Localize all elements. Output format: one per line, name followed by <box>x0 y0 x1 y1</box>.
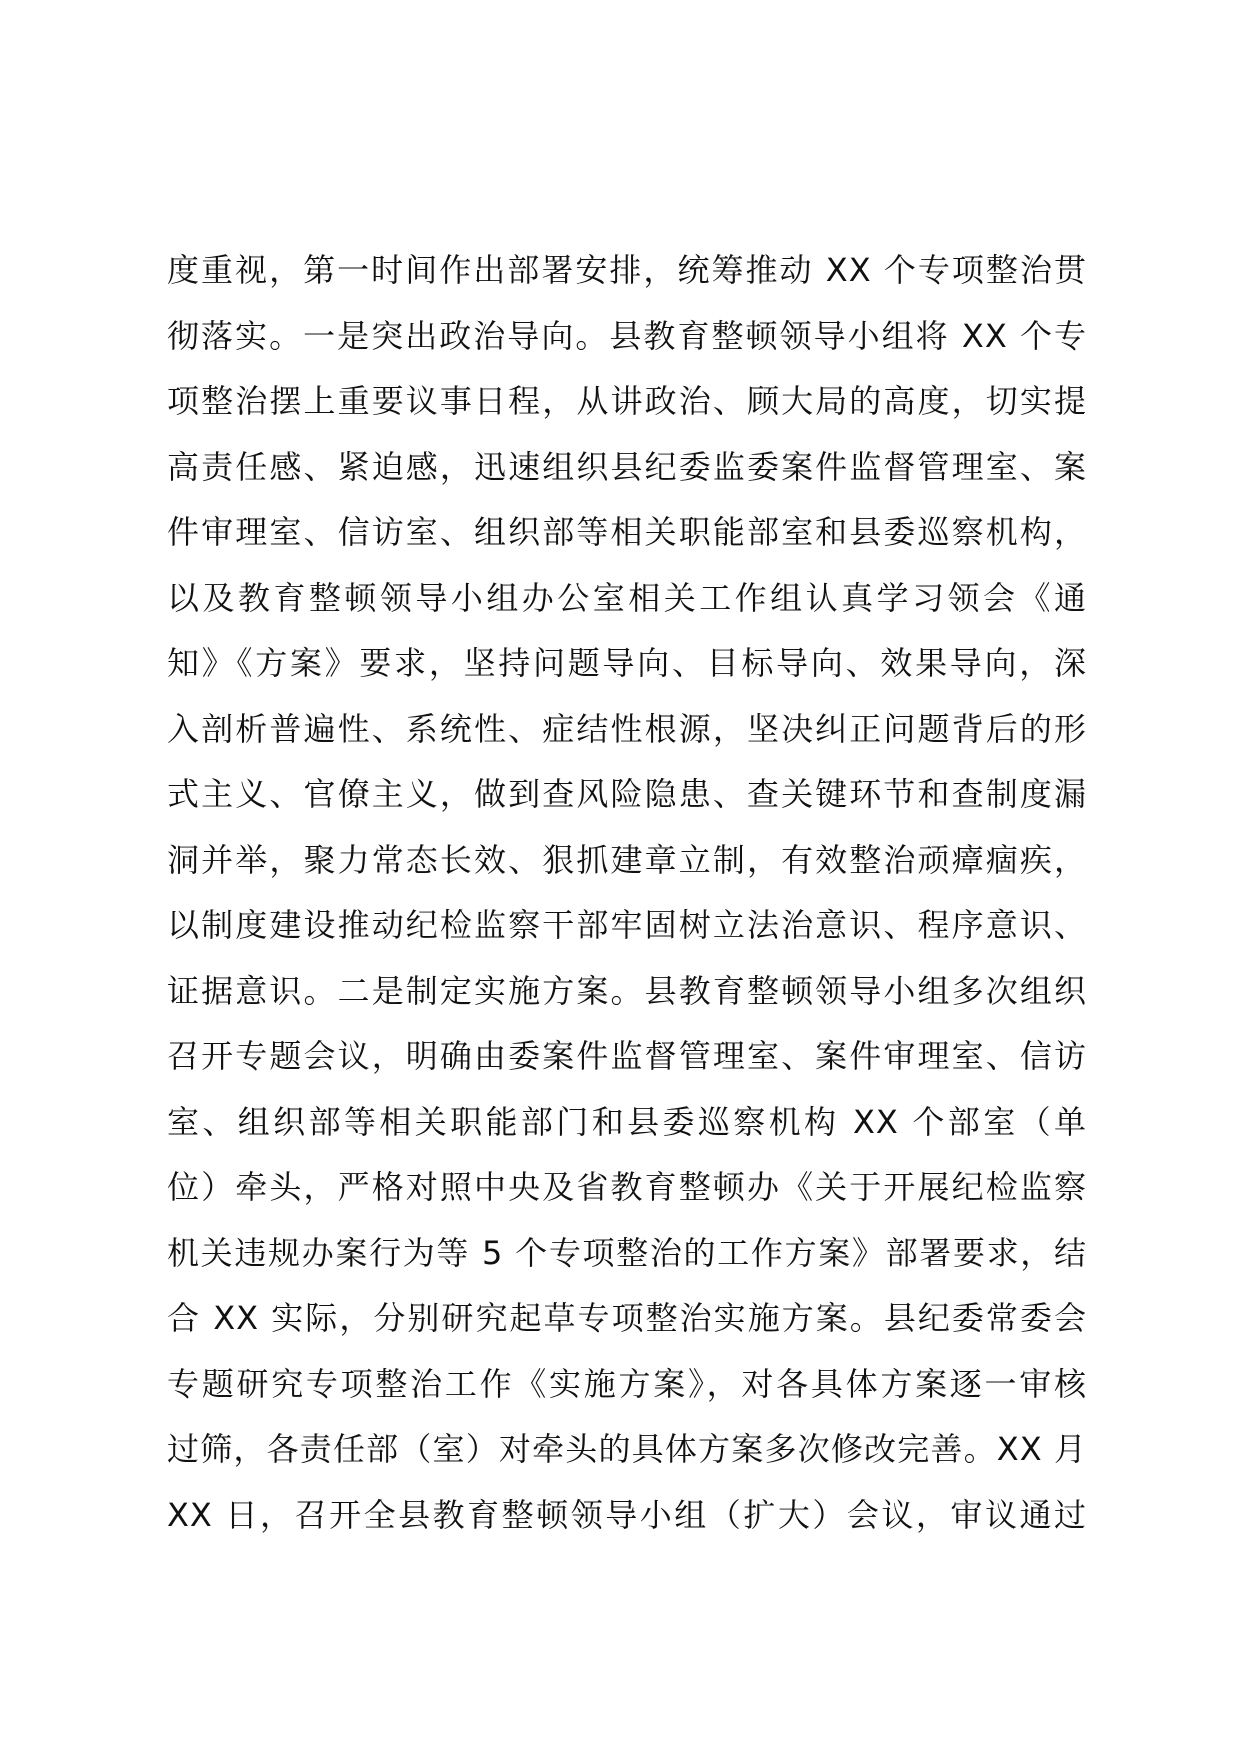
text-line: 位）牵头，严格对照中央及省教育整顿办《关于开展纪检监察 <box>167 1168 1087 1206</box>
text-line: 过筛，各责任部（室）对牵头的具体方案多次修改完善。XX 月 <box>167 1430 1087 1468</box>
text-line: 知》《方案》要求，坚持问题导向、目标导向、效果导向，深 <box>167 644 1087 682</box>
text-line: 证据意识。二是制定实施方案。县教育整顿领导小组多次组织 <box>167 971 1087 1010</box>
text-line: 机关违规办案行为等 5 个专项整治的工作方案》部署要求，结 <box>167 1233 1087 1272</box>
text-line: 彻落实。一是突出政治导向。县教育整顿领导小组将 XX 个专 <box>167 316 1087 355</box>
text-line: 洞并举，聚力常态长效、狠抓建章立制，有效整治顽瘴痼疾， <box>167 840 1087 879</box>
body-paragraph <box>167 238 1087 1548</box>
text-line: 专题研究专项整治工作《实施方案》，对各具体方案逐一审核 <box>167 1364 1087 1403</box>
text-line: 项整治摆上重要议事日程，从讲政治、顾大局的高度，切实提 <box>167 382 1087 420</box>
text-line: XX 日，召开全县教育整顿领导小组（扩大）会议，审议通过 <box>167 1495 1087 1534</box>
text-line: 入剖析普遍性、系统性、症结性根源，坚决纠正问题背后的形 <box>167 709 1087 748</box>
text-line: 式主义、官僚主义，做到查风险隐患、查关键环节和查制度漏 <box>167 775 1087 813</box>
text-line: 召开专题会议，明确由委案件监督管理室、案件审理室、信访 <box>167 1037 1087 1075</box>
text-line: 合 XX 实际，分别研究起草专项整治实施方案。县纪委常委会 <box>167 1299 1087 1337</box>
text-line: 高责任感、紧迫感，迅速组织县纪委监委案件监督管理室、案 <box>167 447 1087 486</box>
text-line: 以及教育整顿领导小组办公室相关工作组认真学习领会《通 <box>167 578 1087 617</box>
text-line: 以制度建设推动纪检监察干部牢固树立法治意识、程序意识、 <box>167 906 1087 944</box>
text-line: 室、组织部等相关职能部门和县委巡察机构 XX 个部室（单 <box>167 1102 1087 1141</box>
text-line: 度重视，第一时间作出部署安排，统筹推动 XX 个专项整治贯 <box>167 251 1087 289</box>
text-line: 件审理室、信访室、组织部等相关职能部室和县委巡察机构， <box>167 513 1087 551</box>
